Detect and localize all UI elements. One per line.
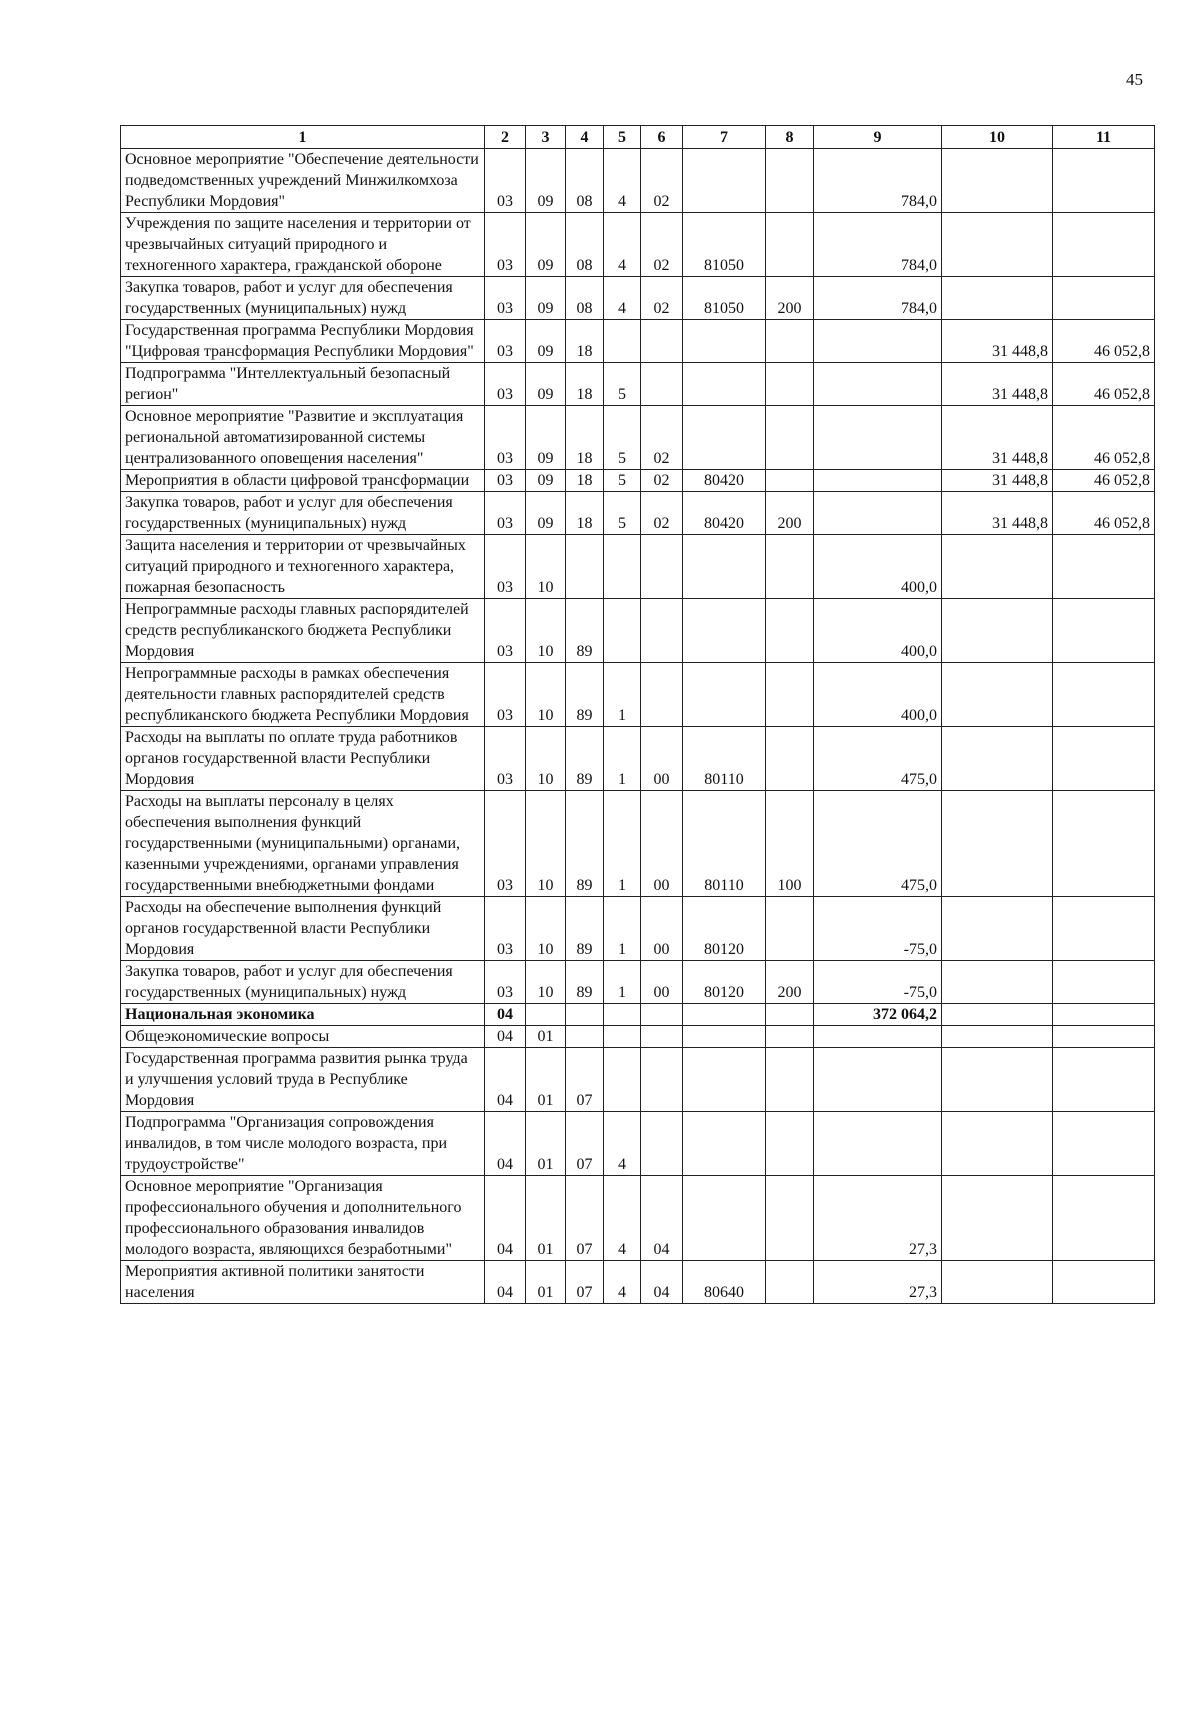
cell-code-7 [683, 363, 766, 406]
cell-code-4: 18 [566, 406, 604, 470]
cell-code-2: 04 [485, 1048, 526, 1112]
table-row [121, 961, 1155, 1004]
cell-code-6 [641, 1112, 683, 1176]
cell-code-3: 09 [526, 213, 566, 277]
cell-code-5: 5 [604, 492, 641, 535]
cell-code-7 [683, 1026, 766, 1048]
cell-item-name: Государственная программа развития рынка труда и улучшения условий труда в Республике Мордовия [121, 1048, 485, 1112]
cell-code-6: 02 [641, 406, 683, 470]
page-number: 45 [1126, 70, 1143, 89]
table-row [121, 213, 1155, 277]
table-row [121, 277, 1155, 320]
table-row [121, 663, 1155, 727]
cell-amount-11: 46 052,8 [1053, 470, 1155, 492]
column-header-8: 8 [766, 126, 814, 149]
cell-amount-11 [1053, 791, 1155, 897]
table-row [121, 1112, 1155, 1176]
cell-amount-11 [1053, 149, 1155, 213]
table-row [121, 1261, 1155, 1304]
cell-code-4: 18 [566, 320, 604, 363]
cell-item-name: Подпрограмма "Интеллектуальный безопасный регион" [121, 363, 485, 406]
column-header-1: 1 [121, 126, 485, 149]
cell-code-3: 10 [526, 535, 566, 599]
cell-code-6: 02 [641, 149, 683, 213]
cell-code-2: 03 [485, 406, 526, 470]
cell-code-4 [566, 535, 604, 599]
cell-code-7 [683, 535, 766, 599]
table-row [121, 149, 1155, 213]
cell-amount-11 [1053, 213, 1155, 277]
cell-code-8 [766, 149, 814, 213]
cell-item-name: Закупка товаров, работ и услуг для обеспечения государственных (муниципальных) нужд [121, 961, 485, 1004]
cell-code-5: 1 [604, 897, 641, 961]
cell-item-name: Непрограммные расходы в рамках обеспечения деятельности главных распорядителей средств республиканского бюджета Республики Мордовия [121, 663, 485, 727]
cell-code-7: 80420 [683, 470, 766, 492]
cell-code-5 [604, 1026, 641, 1048]
cell-code-7 [683, 406, 766, 470]
cell-amount-10 [942, 791, 1053, 897]
cell-amount-10 [942, 1261, 1053, 1304]
cell-code-3: 10 [526, 791, 566, 897]
cell-code-2: 03 [485, 961, 526, 1004]
cell-code-6: 02 [641, 470, 683, 492]
cell-code-8 [766, 599, 814, 663]
column-header-2: 2 [485, 126, 526, 149]
table-row [121, 535, 1155, 599]
cell-code-3: 09 [526, 406, 566, 470]
cell-code-6 [641, 1048, 683, 1112]
cell-code-8 [766, 213, 814, 277]
cell-code-5: 4 [604, 213, 641, 277]
cell-amount-10 [942, 1112, 1053, 1176]
cell-item-name: Мероприятия активной политики занятости населения [121, 1261, 485, 1304]
cell-code-8 [766, 897, 814, 961]
cell-code-5: 5 [604, 363, 641, 406]
cell-code-6 [641, 1026, 683, 1048]
cell-amount-11 [1053, 1004, 1155, 1026]
cell-amount-9 [814, 1026, 942, 1048]
cell-amount-9 [814, 406, 942, 470]
cell-amount-9: 372 064,2 [814, 1004, 942, 1026]
cell-amount-11 [1053, 1026, 1155, 1048]
cell-code-4: 18 [566, 470, 604, 492]
cell-code-4: 18 [566, 492, 604, 535]
cell-amount-10 [942, 663, 1053, 727]
cell-code-7: 80420 [683, 492, 766, 535]
cell-item-name: Учреждения по защите населения и территории от чрезвычайных ситуаций природного и техногенного характера, гражданской обороне [121, 213, 485, 277]
cell-code-8 [766, 320, 814, 363]
table-row [121, 791, 1155, 897]
cell-code-4: 89 [566, 897, 604, 961]
cell-amount-11 [1053, 535, 1155, 599]
cell-amount-11 [1053, 727, 1155, 791]
cell-item-name: Общеэкономические вопросы [121, 1026, 485, 1048]
cell-amount-9: 400,0 [814, 535, 942, 599]
cell-code-8 [766, 406, 814, 470]
cell-amount-10 [942, 1004, 1053, 1026]
cell-amount-9: -75,0 [814, 961, 942, 1004]
cell-code-4: 89 [566, 791, 604, 897]
cell-code-8: 200 [766, 277, 814, 320]
table-row [121, 363, 1155, 406]
table-body [121, 149, 1155, 1304]
cell-code-7: 80110 [683, 727, 766, 791]
cell-code-3: 01 [526, 1176, 566, 1261]
cell-amount-9: -75,0 [814, 897, 942, 961]
table-row [121, 897, 1155, 961]
cell-code-3: 09 [526, 320, 566, 363]
cell-code-6: 00 [641, 961, 683, 1004]
cell-amount-10 [942, 1048, 1053, 1112]
cell-amount-11 [1053, 277, 1155, 320]
cell-code-5 [604, 599, 641, 663]
table-row [121, 727, 1155, 791]
column-header-10: 10 [942, 126, 1053, 149]
cell-code-5 [604, 1048, 641, 1112]
header-row [121, 126, 1155, 149]
table-row [121, 1026, 1155, 1048]
cell-code-5 [604, 535, 641, 599]
column-header-5: 5 [604, 126, 641, 149]
cell-code-3: 10 [526, 897, 566, 961]
cell-code-4: 89 [566, 599, 604, 663]
cell-code-6 [641, 663, 683, 727]
cell-item-name: Непрограммные расходы главных распорядителей средств республиканского бюджета Республики Мордовия [121, 599, 485, 663]
cell-amount-11 [1053, 1261, 1155, 1304]
cell-amount-11 [1053, 663, 1155, 727]
cell-amount-11 [1053, 599, 1155, 663]
cell-amount-9: 784,0 [814, 277, 942, 320]
cell-code-5 [604, 320, 641, 363]
cell-item-name: Подпрограмма "Организация сопровождения инвалидов, в том числе молодого возраста, при трудоустройстве" [121, 1112, 485, 1176]
cell-code-8 [766, 1004, 814, 1026]
cell-code-6: 02 [641, 213, 683, 277]
cell-code-8 [766, 363, 814, 406]
cell-code-8 [766, 1176, 814, 1261]
table-row [121, 470, 1155, 492]
column-header-3: 3 [526, 126, 566, 149]
budget-table [120, 125, 1155, 1304]
cell-code-8 [766, 727, 814, 791]
cell-amount-10 [942, 961, 1053, 1004]
cell-code-4: 07 [566, 1176, 604, 1261]
cell-code-5: 5 [604, 406, 641, 470]
cell-amount-9: 400,0 [814, 599, 942, 663]
cell-code-4: 08 [566, 213, 604, 277]
cell-code-6 [641, 1004, 683, 1026]
cell-amount-11: 46 052,8 [1053, 320, 1155, 363]
cell-amount-11: 46 052,8 [1053, 363, 1155, 406]
column-header-4: 4 [566, 126, 604, 149]
cell-code-4: 89 [566, 961, 604, 1004]
table-row [121, 406, 1155, 470]
cell-amount-10: 31 448,8 [942, 363, 1053, 406]
cell-code-4: 07 [566, 1261, 604, 1304]
cell-code-3: 09 [526, 277, 566, 320]
cell-code-5: 4 [604, 1261, 641, 1304]
cell-code-7: 81050 [683, 277, 766, 320]
cell-amount-9: 475,0 [814, 791, 942, 897]
cell-code-6: 04 [641, 1176, 683, 1261]
cell-code-3: 01 [526, 1048, 566, 1112]
cell-code-8: 200 [766, 492, 814, 535]
cell-amount-10 [942, 599, 1053, 663]
cell-amount-10 [942, 277, 1053, 320]
cell-item-name: Государственная программа Республики Мордовия "Цифровая трансформация Республики Мордовия" [121, 320, 485, 363]
cell-amount-11 [1053, 1112, 1155, 1176]
cell-code-8 [766, 1261, 814, 1304]
cell-code-6 [641, 363, 683, 406]
cell-amount-10 [942, 1176, 1053, 1261]
cell-code-6: 02 [641, 277, 683, 320]
cell-code-2: 03 [485, 470, 526, 492]
table-row [121, 320, 1155, 363]
cell-amount-10 [942, 535, 1053, 599]
cell-code-8 [766, 1112, 814, 1176]
cell-code-5: 5 [604, 470, 641, 492]
cell-code-2: 04 [485, 1176, 526, 1261]
cell-code-6 [641, 599, 683, 663]
cell-code-5: 4 [604, 1112, 641, 1176]
cell-code-7 [683, 320, 766, 363]
cell-code-3: 09 [526, 149, 566, 213]
cell-amount-10 [942, 213, 1053, 277]
cell-amount-10: 31 448,8 [942, 320, 1053, 363]
cell-code-8 [766, 1026, 814, 1048]
cell-code-5: 1 [604, 663, 641, 727]
column-header-7: 7 [683, 126, 766, 149]
cell-code-6: 00 [641, 727, 683, 791]
cell-amount-10 [942, 149, 1053, 213]
table-row [121, 1004, 1155, 1026]
cell-code-2: 03 [485, 535, 526, 599]
cell-item-name: Расходы на выплаты по оплате труда работников органов государственной власти Республики Мордовия [121, 727, 485, 791]
cell-code-2: 03 [485, 727, 526, 791]
cell-amount-9: 784,0 [814, 149, 942, 213]
cell-amount-10: 31 448,8 [942, 470, 1053, 492]
cell-code-3: 10 [526, 961, 566, 1004]
cell-code-7 [683, 1048, 766, 1112]
cell-item-name: Защита населения и территории от чрезвычайных ситуаций природного и техногенного характера, пожарная безопасность [121, 535, 485, 599]
cell-amount-10 [942, 1026, 1053, 1048]
cell-code-7: 81050 [683, 213, 766, 277]
cell-code-5: 4 [604, 1176, 641, 1261]
cell-code-7 [683, 149, 766, 213]
cell-amount-9: 475,0 [814, 727, 942, 791]
cell-code-3: 01 [526, 1112, 566, 1176]
cell-amount-11 [1053, 1176, 1155, 1261]
cell-code-4 [566, 1004, 604, 1026]
cell-code-2: 03 [485, 277, 526, 320]
cell-amount-9 [814, 1112, 942, 1176]
cell-code-2: 03 [485, 492, 526, 535]
cell-code-4: 08 [566, 277, 604, 320]
cell-code-4: 89 [566, 727, 604, 791]
column-header-6: 6 [641, 126, 683, 149]
cell-code-7: 80640 [683, 1261, 766, 1304]
cell-item-name: Основное мероприятие "Развитие и эксплуатация региональной автоматизированной системы централизованного оповещения населения" [121, 406, 485, 470]
cell-amount-9: 784,0 [814, 213, 942, 277]
cell-code-6: 00 [641, 791, 683, 897]
cell-amount-9 [814, 1048, 942, 1112]
cell-code-7: 80110 [683, 791, 766, 897]
cell-amount-9 [814, 363, 942, 406]
cell-code-5 [604, 1004, 641, 1026]
cell-item-name: Расходы на обеспечение выполнения функций органов государственной власти Республики Мордовия [121, 897, 485, 961]
cell-code-2: 04 [485, 1026, 526, 1048]
column-header-11: 11 [1053, 126, 1155, 149]
cell-code-4: 08 [566, 149, 604, 213]
cell-code-2: 03 [485, 663, 526, 727]
cell-code-7: 80120 [683, 897, 766, 961]
cell-code-2: 03 [485, 363, 526, 406]
cell-amount-11 [1053, 897, 1155, 961]
cell-code-6: 00 [641, 897, 683, 961]
cell-item-name: Закупка товаров, работ и услуг для обеспечения государственных (муниципальных) нужд [121, 492, 485, 535]
cell-code-4: 89 [566, 663, 604, 727]
cell-code-2: 04 [485, 1112, 526, 1176]
cell-amount-10 [942, 727, 1053, 791]
cell-code-7 [683, 1004, 766, 1026]
cell-code-2: 03 [485, 599, 526, 663]
cell-code-4: 18 [566, 363, 604, 406]
cell-amount-10: 31 448,8 [942, 492, 1053, 535]
cell-code-3: 10 [526, 663, 566, 727]
cell-code-3: 01 [526, 1026, 566, 1048]
table-row [121, 599, 1155, 663]
cell-code-3: 09 [526, 492, 566, 535]
cell-code-3 [526, 1004, 566, 1026]
cell-amount-9: 27,3 [814, 1176, 942, 1261]
cell-code-7 [683, 599, 766, 663]
cell-code-7 [683, 1176, 766, 1261]
cell-code-3: 01 [526, 1261, 566, 1304]
cell-code-4: 07 [566, 1112, 604, 1176]
cell-amount-11 [1053, 961, 1155, 1004]
cell-code-5: 1 [604, 791, 641, 897]
cell-item-name: Национальная экономика [121, 1004, 485, 1026]
table-row [121, 492, 1155, 535]
cell-code-5: 4 [604, 149, 641, 213]
cell-code-8 [766, 1048, 814, 1112]
cell-code-2: 03 [485, 320, 526, 363]
cell-code-2: 03 [485, 791, 526, 897]
cell-item-name: Основное мероприятие "Организация профессионального обучения и дополнительного профессионального образования инвалидов молодого возраста, являющихся безработными" [121, 1176, 485, 1261]
cell-code-2: 03 [485, 213, 526, 277]
cell-code-5: 4 [604, 277, 641, 320]
cell-code-6: 04 [641, 1261, 683, 1304]
cell-amount-11: 46 052,8 [1053, 406, 1155, 470]
cell-item-name: Мероприятия в области цифровой трансформации [121, 470, 485, 492]
cell-code-2: 03 [485, 149, 526, 213]
cell-item-name: Основное мероприятие "Обеспечение деятельности подведомственных учреждений Минжилкомхоза Республики Мордовия" [121, 149, 485, 213]
cell-amount-11: 46 052,8 [1053, 492, 1155, 535]
cell-code-6: 02 [641, 492, 683, 535]
cell-code-8 [766, 470, 814, 492]
table-row [121, 1048, 1155, 1112]
cell-code-7 [683, 1112, 766, 1176]
cell-amount-10: 31 448,8 [942, 406, 1053, 470]
cell-code-8: 200 [766, 961, 814, 1004]
cell-amount-9 [814, 492, 942, 535]
cell-code-3: 10 [526, 727, 566, 791]
cell-code-8 [766, 663, 814, 727]
cell-code-3: 09 [526, 363, 566, 406]
table-row [121, 1176, 1155, 1261]
cell-code-5: 1 [604, 727, 641, 791]
cell-code-4 [566, 1026, 604, 1048]
cell-code-4: 07 [566, 1048, 604, 1112]
cell-code-8 [766, 535, 814, 599]
cell-amount-10 [942, 897, 1053, 961]
cell-amount-11 [1053, 1048, 1155, 1112]
cell-code-6 [641, 535, 683, 599]
cell-item-name: Расходы на выплаты персоналу в целях обеспечения выполнения функций государственными (муниципальными) органами, казенными учреждениями, органами управления государственными внебюджетными фондами [121, 791, 485, 897]
cell-code-3: 10 [526, 599, 566, 663]
cell-code-5: 1 [604, 961, 641, 1004]
cell-amount-9: 27,3 [814, 1261, 942, 1304]
cell-code-2: 04 [485, 1261, 526, 1304]
cell-code-7 [683, 663, 766, 727]
cell-amount-9 [814, 320, 942, 363]
cell-amount-9: 400,0 [814, 663, 942, 727]
cell-code-6 [641, 320, 683, 363]
cell-amount-9 [814, 470, 942, 492]
cell-code-2: 04 [485, 1004, 526, 1026]
cell-code-2: 03 [485, 897, 526, 961]
cell-code-8: 100 [766, 791, 814, 897]
cell-item-name: Закупка товаров, работ и услуг для обеспечения государственных (муниципальных) нужд [121, 277, 485, 320]
column-header-9: 9 [814, 126, 942, 149]
cell-code-3: 09 [526, 470, 566, 492]
cell-code-7: 80120 [683, 961, 766, 1004]
